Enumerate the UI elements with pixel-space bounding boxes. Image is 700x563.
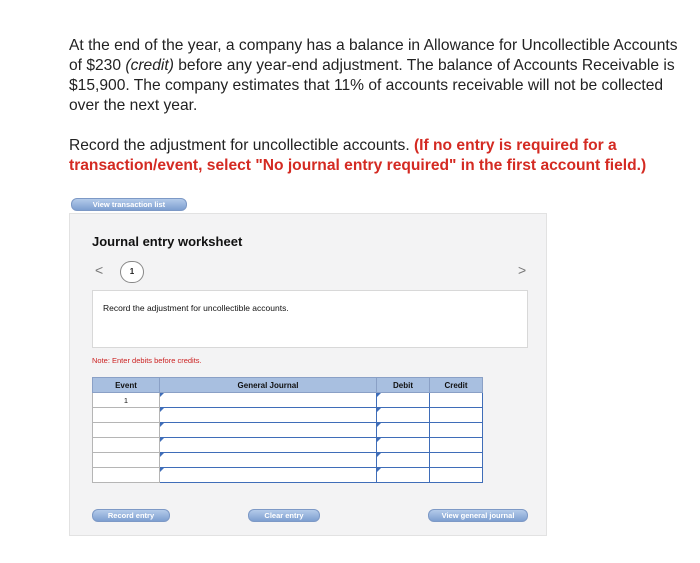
view-general-journal-button[interactable]: View general journal [428,509,528,522]
account-input[interactable] [160,468,377,483]
instruction-text: Record the adjustment for uncollectible accounts. [69,137,414,154]
column-header-general-journal: General Journal [160,378,377,393]
column-header-event: Event [93,378,160,393]
credit-input[interactable] [430,423,483,438]
debit-input[interactable] [377,408,430,423]
event-cell [93,408,160,423]
journal-entry-worksheet [69,213,547,536]
account-input[interactable] [160,408,377,423]
credit-input[interactable] [430,393,483,408]
debit-input[interactable] [377,468,430,483]
note-text: Note: Enter debits before credits. [92,356,202,365]
account-input[interactable] [160,453,377,468]
table-row [93,408,483,423]
debit-input[interactable] [377,423,430,438]
question-text-part: At the end of the year, a company has a balance in Allowance for Uncollectible Accounts of $230 [69,37,678,74]
event-cell: 1 [93,393,160,408]
view-transaction-list-button[interactable]: View transaction list [71,198,187,211]
question-text [69,36,689,176]
credit-input[interactable] [430,438,483,453]
table-row [93,453,483,468]
table-header-row [93,378,483,393]
step-1-tab[interactable]: 1 [120,261,144,283]
entry-description: Record the adjustment for uncollectible accounts. [103,303,289,313]
chevron-right-icon[interactable]: > [518,262,527,278]
event-cell [93,453,160,468]
event-cell [93,438,160,453]
debit-input[interactable] [377,393,430,408]
account-input[interactable] [160,438,377,453]
credit-emphasis: (credit) [125,57,174,74]
column-header-debit: Debit [377,378,430,393]
entry-description-box [92,290,528,348]
record-entry-button[interactable]: Record entry [92,509,170,522]
credit-input[interactable] [430,408,483,423]
table-row [93,438,483,453]
table-row [93,393,483,408]
clear-entry-button[interactable]: Clear entry [248,509,320,522]
question-text-part: before any year-end adjustment. The balance of Accounts Receivable is $15,900. The company estimates that 11% of accounts receivable will not be collected over the next year. [69,57,675,114]
instruction-warning: (If no entry is required for a transaction/event, select "No journal entry required" in the first account field.) [69,137,647,174]
credit-input[interactable] [430,453,483,468]
account-input[interactable] [160,423,377,438]
debit-input[interactable] [377,438,430,453]
worksheet-title: Journal entry worksheet [92,234,243,249]
credit-input[interactable] [430,468,483,483]
instruction-paragraph [69,136,689,176]
column-header-credit: Credit [430,378,483,393]
event-cell [93,423,160,438]
debit-input[interactable] [377,453,430,468]
journal-table [92,377,483,483]
table-row [93,423,483,438]
question-paragraph [69,36,689,116]
account-input[interactable] [160,393,377,408]
chevron-left-icon[interactable]: < [95,262,104,278]
table-row [93,468,483,483]
event-cell [93,468,160,483]
